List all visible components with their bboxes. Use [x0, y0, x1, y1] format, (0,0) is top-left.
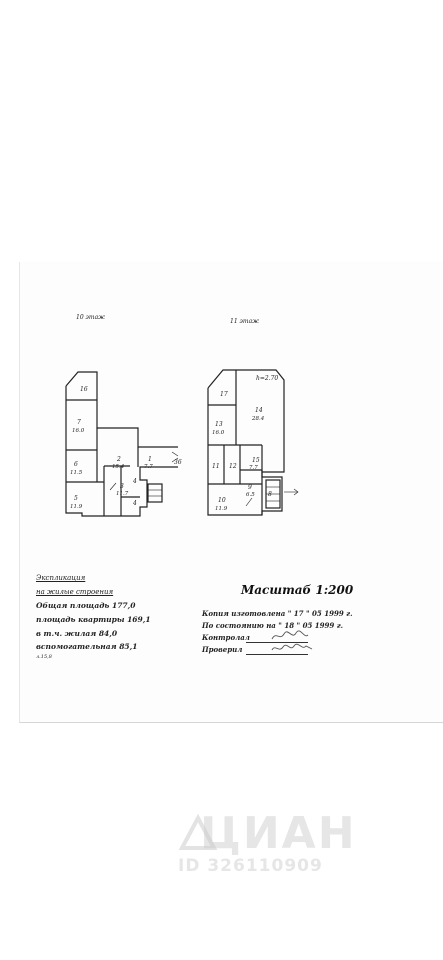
copy-made-date: Копия изготовлена " 17 " 05 1999 г. — [202, 609, 353, 618]
total-area: Общая площадь 177,0 — [36, 601, 136, 610]
room-area: 16.0 — [212, 430, 225, 436]
room-area: 28.4 — [252, 416, 265, 422]
room-label: 14 — [255, 407, 263, 414]
watermark-id: ID 326110909 — [178, 856, 323, 876]
room-area: 11.7 — [116, 491, 129, 497]
room-label: 9 — [248, 484, 252, 491]
room-label: 8 — [268, 491, 272, 498]
room-area: 7.7 — [144, 464, 153, 470]
ceiling-height: h=2.70 — [256, 375, 279, 382]
room-area: 11.5 — [70, 470, 83, 476]
as-of-date: По состоянию на " 18 " 05 1999 г. — [202, 621, 344, 630]
room-label: 7 — [77, 419, 81, 426]
verified-by-label: Проверил — [202, 645, 243, 654]
watermark-logo-icon — [178, 812, 218, 852]
room-label: 16 — [80, 386, 88, 393]
room-area: 15.4 — [112, 464, 125, 470]
room-area: 11.9 — [70, 504, 83, 510]
explication-subtitle: на жилые строения — [36, 588, 114, 596]
scale-label: Масштаб 1:200 — [241, 583, 354, 597]
verified-by-signature — [270, 641, 314, 658]
living-area: в т.ч. жилая 84,0 — [36, 629, 118, 638]
room-label: 5 — [74, 495, 78, 502]
room-label: 17 — [220, 391, 228, 398]
room-area: 6.5 — [246, 492, 255, 498]
checked-by-label: Контролал — [202, 633, 250, 642]
room-area: 16.0 — [72, 428, 85, 434]
explication-title: Экспликация — [36, 574, 86, 582]
watermark-brand: ЦИАН — [200, 808, 357, 859]
apartment-area: площадь квартиры 169,1 — [36, 615, 151, 624]
room-label: 4 — [133, 500, 137, 507]
floor-10-title: 10 этаж — [76, 314, 105, 321]
room-label: 13 — [215, 421, 223, 428]
room-area: 7.7 — [249, 465, 258, 471]
room-label: 3 — [120, 483, 124, 490]
room-label: 2 — [117, 456, 121, 463]
room-label: 15 — [252, 457, 260, 464]
room-label: 11 — [212, 463, 220, 470]
floor-11-title: 11 этаж — [230, 318, 259, 325]
room-label: 4 — [133, 478, 137, 485]
room-label: 12 — [229, 463, 237, 470]
mark-36: 36 — [174, 459, 182, 466]
room-label: 6 — [74, 461, 78, 468]
room-area: 11.9 — [215, 506, 228, 512]
auxiliary-area: вспомогательная 85,1 — [36, 642, 138, 651]
room-label: 1 — [148, 456, 152, 463]
explication-note: л.15,8 — [36, 654, 52, 660]
room-label: 10 — [218, 497, 226, 504]
